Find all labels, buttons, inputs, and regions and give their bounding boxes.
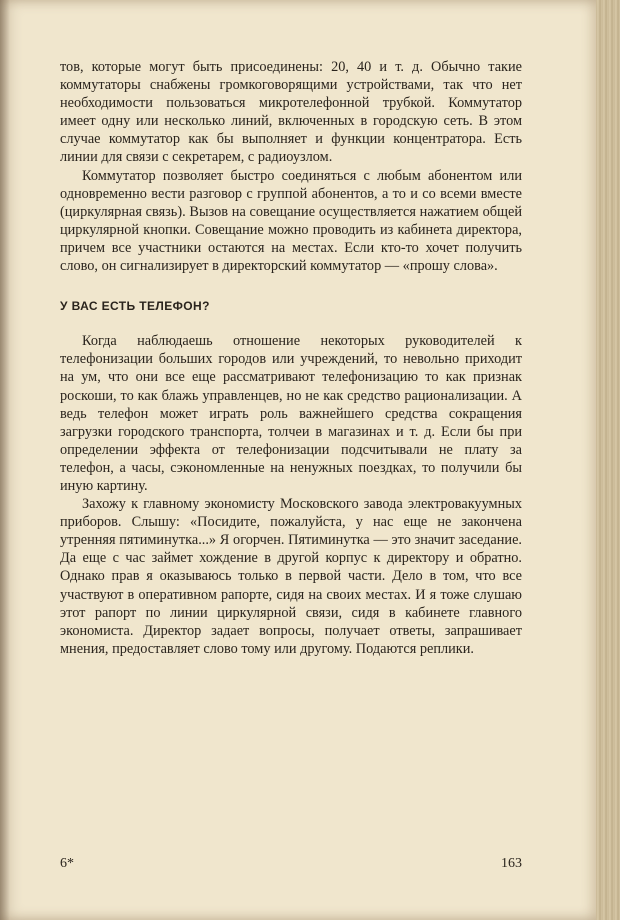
paragraph-switchboard: Коммутатор позволяет быстро соединяться с любым абонентом или одновременно вести разговор с группой абонентов, а то и со всеми вместе (циркулярная связь). Вызов на совещание осуществляется нажатием общей циркулярной кнопки. Совещание можно проводить из кабинета директора, причем все участники остаются на местах. Если кто-то хочет получить слово, он сигнализирует в директорский коммутатор — «прошу слова».: [60, 167, 522, 275]
page-text: [60, 58, 522, 658]
spine-shadow: [0, 0, 10, 920]
paragraph-telephonization: Когда наблюдаешь отношение некоторых руководителей к телефонизации больших городов или учреждений, то невольно приходит на ум, что они все еще рассматривают телефонизацию то как признак роскоши, то как блажь управленцев, но не как средство рационализации. А ведь телефон может играть роль важнейшего средства сокращения загрузки городского транспорта, толчеи в магазинах и т. д. Если бы при определении эффекта от телефонизации подсчитывали не плату за телефон, а часы, сэкономленные на ненужных поездках, то получили бы иную картину.: [60, 333, 522, 494]
paragraph-economist: Захожу к главному экономисту Московского завода электровакуумных приборов. Слышу: «Посидите, пожалуйста, у нас еще не закончена утренняя пятиминутка...» Я огорчен. Пятиминутка — это значит заседание. Да еще с час займет хождение в другой корпус к директору и обратно. Однако прав я оказываюсь только в первой части. Дело в том, что все участвуют в оперативном рапорте, сидя на своих местах. И я тоже слушаю этот рапорт по линии циркулярной связи, сидя в кабинете главного экономиста. Директор задает вопросы, получает ответы, запрашивает мнения, предоставляет слово тому или другому. Подаются реплики.: [60, 496, 522, 657]
page-number: 163: [501, 856, 522, 871]
section-heading: У ВАС ЕСТЬ ТЕЛЕФОН?: [60, 299, 210, 314]
signature-mark: 6*: [60, 856, 74, 871]
paragraph-continued: тов, которые могут быть присоединены: 20, 40 и т. д. Обычно такие коммутаторы снабжены громкоговорящими устройствами, так что нет необходимости пользоваться микротелефонной трубкой. Коммутатор имеет одну или несколько линий, включенных в городскую сеть. В этом случае коммутатор как бы выполняет и функции концентратора. Есть линии для связи с секретарем, с радиоузлом.: [60, 59, 522, 166]
page-stack-edge: [596, 0, 620, 920]
